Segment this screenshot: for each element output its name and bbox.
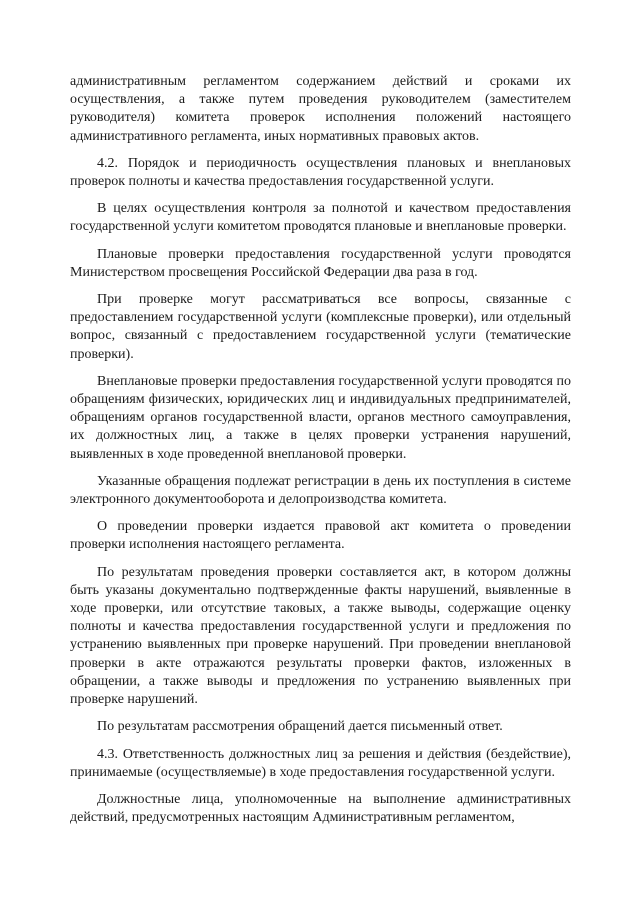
paragraph-officials: Должностные лица, уполномоченные на выполнение административных действий, предусмотренных настоящим Административным регламентом, (70, 791, 571, 826)
paragraph-section-4-3-heading: 4.3. Ответственность должностных лиц за решения и действия (бездействие), принимаемые (осуществляемые) в ходе предоставления государственной услуги. (70, 746, 571, 780)
paragraph-legal-act: О проведении проверки издается правовой акт комитета о проведении проверки исполнения настоящего регламента. (70, 519, 571, 553)
paragraph-inspection-results: По результатам проведения проверки составляется акт, в котором должны быть указаны документально подтвержденные факты нарушений, выявленные в ходе проверки, или отсутствие таковых, а также выводы, содержащие оценку полноты и качества предоставления государственной услуги и предложения по устранению выявленных при проверке нарушений. При проведении внеплановой проверки в акте отражаются результаты проверки фактов, изложенных в обращении, а также выводы и предложения по устранению выявленных при проверке нарушений. (70, 564, 571, 708)
paragraph-continuation: административным регламентом содержанием действий и сроками их осуществления, а также путем проведения руководителем (заместителем руководителя) комитета проверок исполнения положений настоящего административного регламента, иных нормативных правовых актов. (70, 74, 571, 144)
paragraph-unplanned-inspections: Внеплановые проверки предоставления государственной услуги проводятся по обращениям физических, юридических лиц и индивидуальных предпринимателей, обращениям органов государственной власти, органов местного самоуправления, их должностных лиц, а также в целях проверки устранения нарушений, выявленных в ходе проведенной внеплановой проверки. (70, 373, 571, 462)
paragraph-inspection-scope: При проверке могут рассматриваться все вопросы, связанные с предоставлением государственной услуги (комплексные проверки), или отдельный вопрос, связанный с предоставлением государственной услуги (тематические проверки). (70, 292, 571, 362)
paragraph-control-purpose: В целях осуществления контроля за полнотой и качеством предоставления государственной услуги комитетом проводятся плановые и внеплановые проверки. (70, 201, 571, 235)
paragraph-planned-inspections: Плановые проверки предоставления государственной услуги проводятся Министерством просвещения Российской Федерации два раза в год. (70, 246, 571, 280)
paragraph-section-4-2-heading: 4.2. Порядок и периодичность осуществления плановых и внеплановых проверок полноты и качества предоставления государственной услуги. (70, 155, 571, 190)
paragraph-registration: Указанные обращения подлежат регистрации в день их поступления в системе электронного документооборота и делопроизводства комитета. (70, 473, 571, 508)
paragraph-written-reply: По результатам рассмотрения обращений дается письменный ответ. (97, 719, 503, 735)
